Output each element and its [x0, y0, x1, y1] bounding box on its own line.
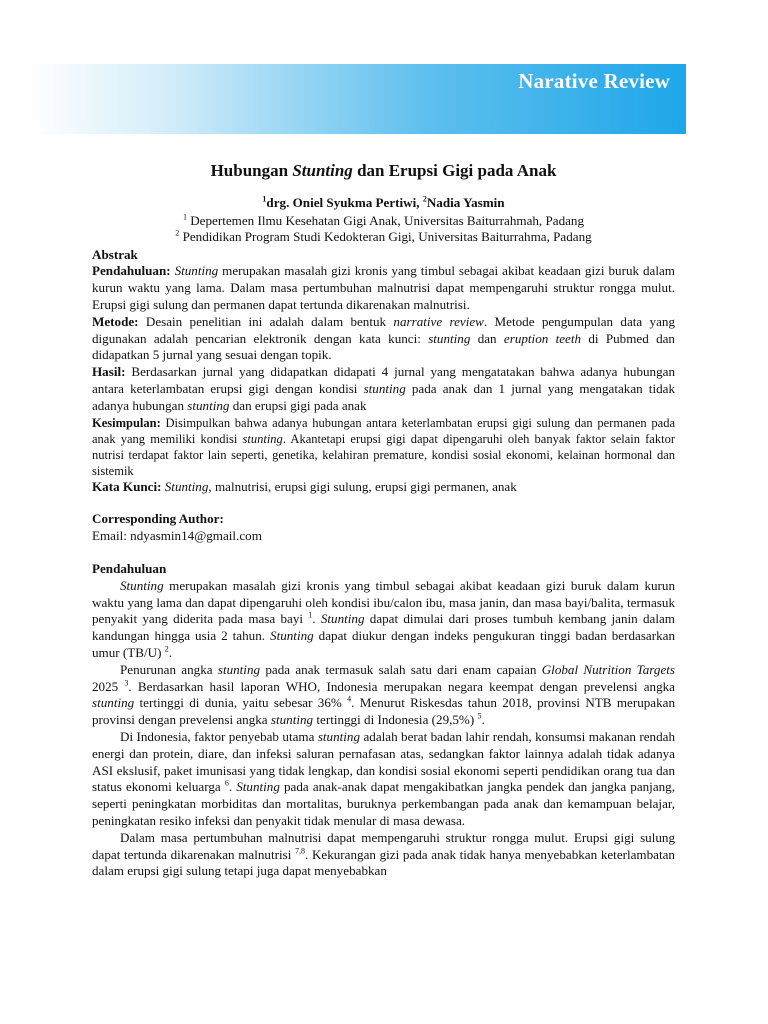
affiliation-1: $^1$ Depertemen Ilmu Kesehatan Gigi Anak, Universitas Baiturrahmah, Padang: [182, 212, 585, 228]
corresponding-author-heading: Corresponding Author:: [92, 511, 224, 527]
abstract-conclusion: Kesimpulan: Disimpulkan bahwa adanya hubungan antara keterlambatan erupsi gigi sulung dan permanen pada anak yang memiliki kondisi stunting. Akantetapi erupsi gigi dapat dipengaruhi oleh banyak faktor selain faktor nutrisi terdapat faktor lain seperti, genetika, kelahiran premature, kondisi sosial ekonomi, kelainan hormonal dan sistemik: [92, 415, 675, 478]
affiliation-2: $^2$ Pendidikan Program Studi Kedokteran Gigi, Universitas Baiturrahma, Padang: [175, 228, 592, 245]
header-banner: [28, 64, 686, 134]
abstract-introduction: Pendahuluan: Stunting merupakan masalah gizi kronis yang timbul sebagai akibat keadaan gizi buruk dalam kurun waktu yang lama. Dalam masa pertumbuhan malnutrisi dapat mempengaruhi struktur rongga mulut. Erupsi gigi sulung dan permanen dapat tertunda dikarenakan malnutrisi.: [92, 263, 675, 312]
author-line: $^1$drg. Oniel Syukma Pertiwi, $^2$Nadia Yasmin: [262, 194, 505, 210]
article-body: [92, 163, 675, 880]
intro-paragraph-2: Penurunan angka stunting pada anak termasuk salah satu dari enam capaian Global Nutrition Targets 2025 $^3$. Berdasarkan hasil laporan WHO, Indonesia merupakan negara keempat dengan prevelensi angka stunting tertinggi di dunia, yaitu sebesar 36% $^4$. Menurut Riskesdas tahun 2018, provinsi NTB merupakan provinsi dengan prevelensi angka stunting tertinggi di Indonesia (29,5%) $^5$.: [92, 661, 676, 728]
intro-paragraph-4: Dalam masa pertumbuhan malnutrisi dapat mempengaruhi struktur rongga mulut. Erupsi gigi sulung dapat tertunda dikarenakan malnutrisi $^{7,8}$. Kekurangan gizi pada anak tidak hanya menyebabkan keterlambatan dalam erupsi gigi sulung tetapi juga dapat menyebabkan: [92, 829, 675, 879]
abstract-results: Hasil: Berdasarkan jurnal yang didapatkan didapati 4 jurnal yang mengatatakan bahwa adanya hubungan antara keterlambatan erupsi gigi dengan kondisi stunting pada anak dan 1 jurnal yang mengatakan tidak adanya hubungan stunting dan erupsi gigi pada anak: [92, 364, 675, 413]
abstract-method: Metode: Desain penelitian ini adalah dalam bentuk narrative review. Metode pengumpulan data yang digunakan adalah pencarian elektronik dengan kata kunci: stunting dan eruption teeth di Pubmed dan didapatkan 5 jurnal yang sesuai dengan topik.: [92, 313, 676, 363]
abstract-heading: Abstrak: [92, 246, 138, 262]
intro-paragraph-3: Di Indonesia, faktor penyebab utama stunting adalah berat badan lahir rendah, konsumsi makanan rendah energi dan protein, diare, dan infeksi saluran pernafasan atas, sedangkan faktor lainnya adalah tidak adanya ASI ekslusif, paket imunisasi yang tidak lengkap, dan kondisi sosial ekonomi seperti pendidikan orang tua dan status ekonomi keluarga $^6$. Stunting pada anak-anak dapat mengakibatkan jangka pendek dan jangka panjang, seperti peningkatan morbiditas dan mortalitas, buruknya perkembangan pada anak dan kemampuan belajar, peningkatan resiko infeksi dan penyakit tidak menular di masa dewasa.: [92, 728, 675, 828]
intro-paragraph-1: Stunting merupakan masalah gizi kronis yang timbul sebagai akibat keadaan gizi buruk dalam kurun waktu yang lama dan dapat dipengaruhi oleh kondisi ibu/calon ibu, masa janin, dan masa bayi/balita, termasuk penyakit yang diderita pada masa bayi $^1$. Stunting dapat dimulai dari proses tumbuh kembang janin dalam kandungan hingga usia 2 tahun. Stunting dapat diukur dengan indeks pengukuran tinggi badan berdasarkan umur (TB/U) $^2$.: [92, 577, 675, 660]
article-type-label: Narative Review: [518, 69, 670, 93]
section-heading-introduction: Pendahuluan: [92, 560, 167, 576]
article-title: Hubungan Stunting dan Erupsi Gigi pada Anak: [210, 161, 557, 180]
abstract-keywords: Kata Kunci: Stunting, malnutrisi, erupsi gigi sulung, erupsi gigi permanen, anak: [92, 478, 517, 494]
corresponding-email: Email: ndyasmin14@gmail.com: [92, 528, 262, 544]
